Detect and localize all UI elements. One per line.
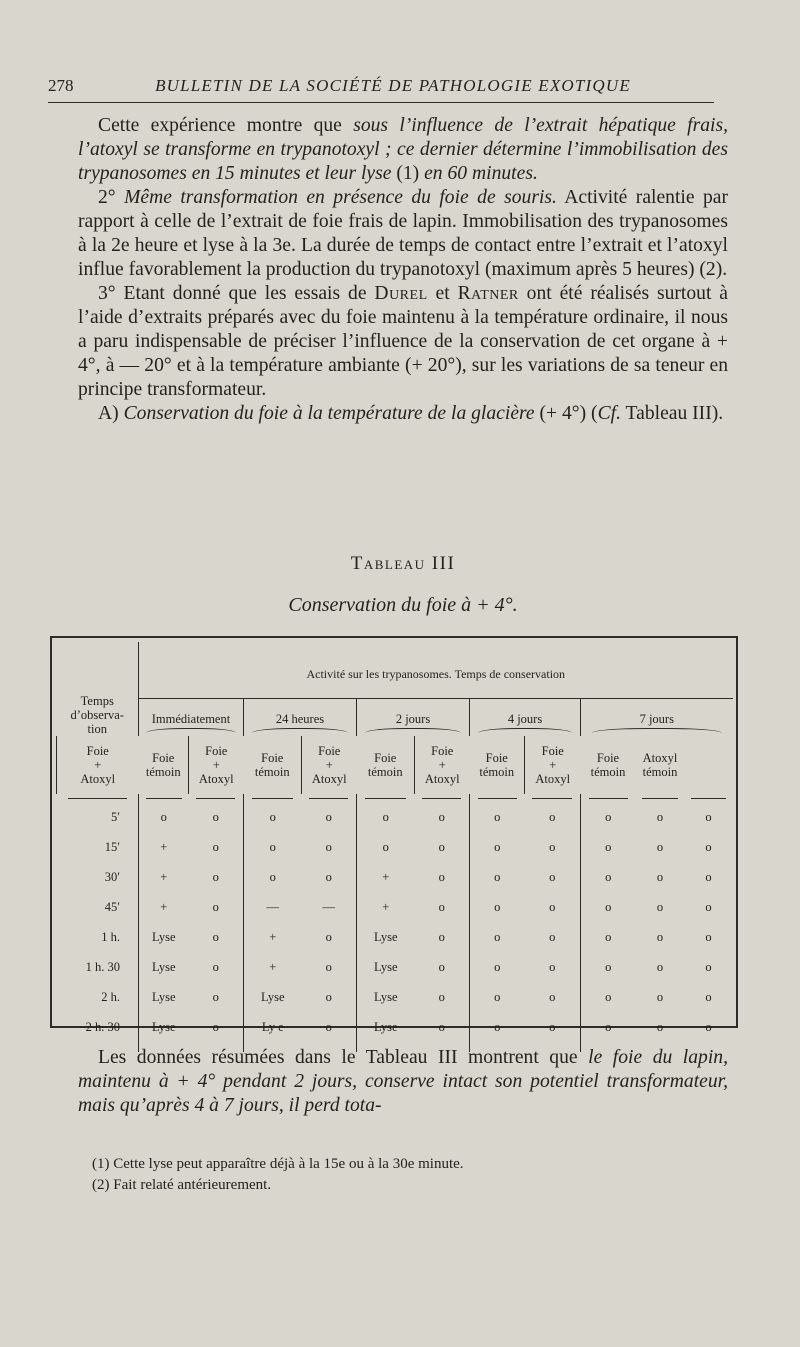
table-cell: o [438, 899, 445, 914]
column-rule [68, 798, 127, 799]
col-header-line: témoin [590, 765, 626, 779]
table-cell: o [325, 839, 332, 854]
running-header [48, 76, 718, 102]
table-cell: o [656, 1019, 664, 1034]
group-label: 4 jours [507, 712, 543, 726]
table-cell: Lyse [139, 1012, 189, 1042]
row-time: 45′ [104, 899, 120, 914]
table-cell: o [705, 899, 712, 914]
table-cell: + [139, 832, 189, 862]
table-row [57, 862, 733, 892]
column-rule [422, 798, 461, 799]
table-cell: o [470, 802, 525, 832]
running-title: BULLETIN DE LA SOCIÉTÉ DE PATHOLOGIE EXOTIQUE [155, 76, 631, 95]
col-header-foie-atoxyl [57, 736, 139, 794]
table-cell: o [581, 1012, 636, 1042]
table-cell: o [470, 982, 525, 1012]
col-header-foie-temoin [357, 736, 415, 794]
table-cell: Lyse [357, 952, 415, 982]
column-rule [309, 798, 348, 799]
col-header-line: + [549, 758, 557, 772]
table-cell: o [212, 1019, 219, 1034]
table-cell: o [549, 929, 556, 944]
column-rule [691, 798, 726, 799]
row-time: 5′ [111, 809, 120, 824]
table-subtitle: Conservation du foie à + 4°. [288, 594, 518, 616]
row-time: 1 h. 30 [85, 959, 120, 974]
table-cell: o [656, 959, 664, 974]
table-cell: o [549, 809, 556, 824]
group-brace [252, 728, 348, 733]
table-frame [50, 636, 738, 1034]
table-cell: o [357, 802, 415, 832]
col-header-line: Foie [318, 744, 341, 758]
table-cell: o [656, 809, 664, 824]
table-cell: o [470, 862, 525, 892]
table-cell: o [212, 899, 219, 914]
table-cell: o [581, 922, 636, 952]
table-cell: o [438, 989, 445, 1004]
col-header-foie-atoxyl [525, 736, 581, 794]
table-cell: o [705, 959, 712, 974]
table-cell: o [549, 869, 556, 884]
col-header-line: Atoxyl [311, 772, 347, 786]
col-header-line: Foie [86, 744, 109, 758]
col-header-line: + [94, 758, 102, 772]
group-header [470, 699, 581, 736]
table-cell: o [438, 869, 445, 884]
table-row [57, 832, 733, 862]
group-label: 7 jours [639, 712, 674, 726]
col-header-line: Foie [205, 744, 228, 758]
table-cell: o [705, 869, 712, 884]
table-title: Tableau III [350, 553, 456, 574]
table-cell: o [656, 899, 664, 914]
col-header-foie-atoxyl [302, 736, 357, 794]
col-header-foie-temoin [581, 736, 636, 794]
table-cell: o [549, 989, 556, 1004]
row-time: 1 h. [101, 929, 120, 944]
table-cell: Lyse [244, 982, 302, 1012]
col-header-line: Foie [541, 744, 564, 758]
column-rule [252, 798, 293, 799]
row-header: Temps d’observa-tion [70, 694, 124, 736]
col-header-foie-temoin [470, 736, 525, 794]
col-header-foie-atoxyl [189, 736, 244, 794]
table-cell: o [325, 869, 332, 884]
table-cell: + [244, 922, 302, 952]
column-rule [532, 798, 572, 799]
col-header-line: Foie [152, 751, 175, 765]
table-cell: o [656, 989, 664, 1004]
table-cell: o [656, 929, 664, 944]
table-cell: o [212, 989, 219, 1004]
row-time: 2 h. [101, 989, 120, 1004]
column-rule [478, 798, 517, 799]
header-rule [48, 102, 714, 103]
col-header-line: témoin [145, 765, 181, 779]
table-cell: Lyse [357, 922, 415, 952]
body-text-continued [78, 1046, 728, 1118]
table-cell: + [357, 862, 415, 892]
table-cell: o [705, 809, 712, 824]
col-header-line: Atoxyl [535, 772, 571, 786]
table-cell: o [705, 989, 712, 1004]
table-cell: — [322, 899, 335, 914]
table-cell: o [212, 839, 219, 854]
table-cell: o [470, 952, 525, 982]
col-header-line: + [325, 758, 333, 772]
table-cell: o [581, 832, 636, 862]
paragraph-3: 3° Etant donné que les essais de Durel et Ratner ont été réalisés surtout à l’aide d’extraits préparés avec du foie maintenu à la température ordinaire, il nous a paru indispensable de préciser l’influence de la conservation de cet organe à + 4°, à — 20° et à la température ambiante (+ 20°), sur les variations de sa teneur en principe transformateur. [78, 283, 728, 400]
column-rule [365, 798, 406, 799]
table-cell: o [438, 839, 445, 854]
table-cell: o [549, 1019, 556, 1034]
col-header-line: Atoxyl [424, 772, 460, 786]
table-cell: o [212, 809, 219, 824]
table-cell: Lyse [139, 922, 189, 952]
col-header-line: témoin [254, 765, 290, 779]
table-cell: Ly e [244, 1012, 302, 1042]
column-rule [146, 798, 182, 799]
table-row [57, 982, 733, 1012]
paragraph-1: Cette expérience montre que sous l’influence de l’extrait hépatique frais, l’atoxyl se transforme en trypanotoxyl ; ce dernier détermine l’immobilisation des trypanosomes en 15 minutes et leur lyse (1) en 60 minutes. [78, 115, 729, 184]
table-cell: o [470, 922, 525, 952]
table-cell: o [244, 802, 302, 832]
column-rule [589, 798, 628, 799]
group-header [139, 699, 244, 736]
group-label: 2 jours [395, 712, 431, 726]
table-cell: + [139, 862, 189, 892]
col-header-foie-temoin [139, 736, 189, 794]
table-cell: o [244, 832, 302, 862]
table-cell: o [212, 869, 219, 884]
table-cell: o [549, 899, 556, 914]
table-cell: — [244, 892, 302, 922]
col-header-line: témoin [479, 765, 515, 779]
page-number: 278 [48, 76, 74, 95]
table-cell: o [705, 1019, 712, 1034]
col-header-line: Foie [374, 751, 397, 765]
table-row [57, 802, 733, 832]
table-cell: o [325, 1019, 332, 1034]
table-cell: o [325, 959, 332, 974]
table-cell: + [244, 952, 302, 982]
table-cell: Lyse [139, 982, 189, 1012]
group-label: Immédiatement [151, 712, 231, 726]
col-header-atoxyl-temoin [636, 736, 685, 794]
table-cell: o [212, 959, 219, 974]
col-header-line: Atoxyl [642, 751, 678, 765]
table-cell: o [357, 832, 415, 862]
table-cell: o [549, 959, 556, 974]
col-header-line: Foie [485, 751, 508, 765]
col-header-line: + [438, 758, 446, 772]
table-cell: o [549, 839, 556, 854]
col-header-line: Atoxyl [80, 772, 116, 786]
group-brace [146, 728, 235, 733]
table-cell: Lyse [139, 952, 189, 982]
author-durel: Durel [374, 283, 428, 304]
table-row [57, 922, 733, 952]
paragraph-2: 2° Même transformation en présence du foie de souris. Activité ralentie par rapport à celle de l’extrait de foie frais de lapin. Immobilisation des trypanosomes à la 2e heure et lyse à la 3e. La durée de temps de contact entre l’extrait et l’atoxyl influe favorablement la production du trypanotoxyl (maximum après 5 heures) (2). [78, 187, 729, 280]
col-header-foie-temoin [244, 736, 302, 794]
table-cell: o [438, 929, 445, 944]
table-cell: Lyse [357, 1012, 415, 1042]
col-header-line: Foie [261, 751, 284, 765]
col-header-foie-atoxyl [415, 736, 470, 794]
col-header-line: témoin [642, 765, 678, 779]
table-cell: o [470, 1012, 525, 1042]
table-row [57, 952, 733, 982]
paragraph-4: A) Conservation du foie à la température de la glacière (+ 4°) (Cf. Tableau III). [98, 403, 724, 424]
table-cell: o [581, 892, 636, 922]
row-time: 30′ [104, 869, 120, 884]
table-cell: o [581, 862, 636, 892]
table-cell: o [705, 929, 712, 944]
footnote-1: (1) Cette lyse peut apparaître déjà à la 15e ou à la 30e minute. [92, 1156, 464, 1172]
body-text [78, 114, 728, 426]
group-brace [365, 728, 461, 733]
col-header-line: témoin [367, 765, 403, 779]
table-cell: o [470, 832, 525, 862]
column-rule [196, 798, 235, 799]
table-row [57, 892, 733, 922]
data-table [56, 642, 733, 1052]
table-cell: o [581, 802, 636, 832]
table-row [57, 1012, 733, 1042]
table-cell: o [581, 982, 636, 1012]
col-header-line: Foie [596, 751, 620, 765]
table-cell: o [705, 839, 712, 854]
table-cell: o [656, 869, 664, 884]
top-header: Activité sur les trypanosomes. Temps de conservation [306, 666, 566, 681]
paragraph-5: Les données résumées dans le Tableau III montrent que le foie du lapin, maintenu à + 4° pendant 2 jours, conserve intact son potentiel transformateur, mais qu’après 4 à 7 jours, il perd tota- [78, 1047, 728, 1116]
group-label: 24 heures [275, 712, 325, 726]
table-cell: o [325, 929, 332, 944]
table-cell: o [325, 989, 332, 1004]
table-cell: + [357, 892, 415, 922]
group-header [244, 699, 357, 736]
table-cell: o [325, 809, 332, 824]
col-header-line: + [212, 758, 220, 772]
table-cell: o [470, 892, 525, 922]
group-header [357, 699, 470, 736]
table-cell: o [438, 1019, 445, 1034]
group-brace [592, 728, 722, 733]
footnotes [92, 1154, 712, 1196]
table-cell: o [656, 839, 664, 854]
table-cell: o [244, 862, 302, 892]
col-header-line: Atoxyl [198, 772, 234, 786]
table-cell: Lyse [357, 982, 415, 1012]
table-cell: o [438, 959, 445, 974]
footnote-2: (2) Fait relaté antérieurement. [92, 1177, 272, 1193]
column-rule [642, 798, 677, 799]
author-ratner: Ratner [457, 283, 519, 304]
table-cell: o [212, 929, 219, 944]
row-time: 15′ [104, 839, 120, 854]
group-header [581, 699, 733, 736]
table-cell: o [438, 809, 445, 824]
row-time: 2 h. 30 [85, 1019, 120, 1034]
table-cell: + [139, 892, 189, 922]
col-header-line: Foie [431, 744, 454, 758]
table-cell: o [581, 952, 636, 982]
group-brace [478, 728, 573, 733]
table-cell: o [139, 802, 189, 832]
